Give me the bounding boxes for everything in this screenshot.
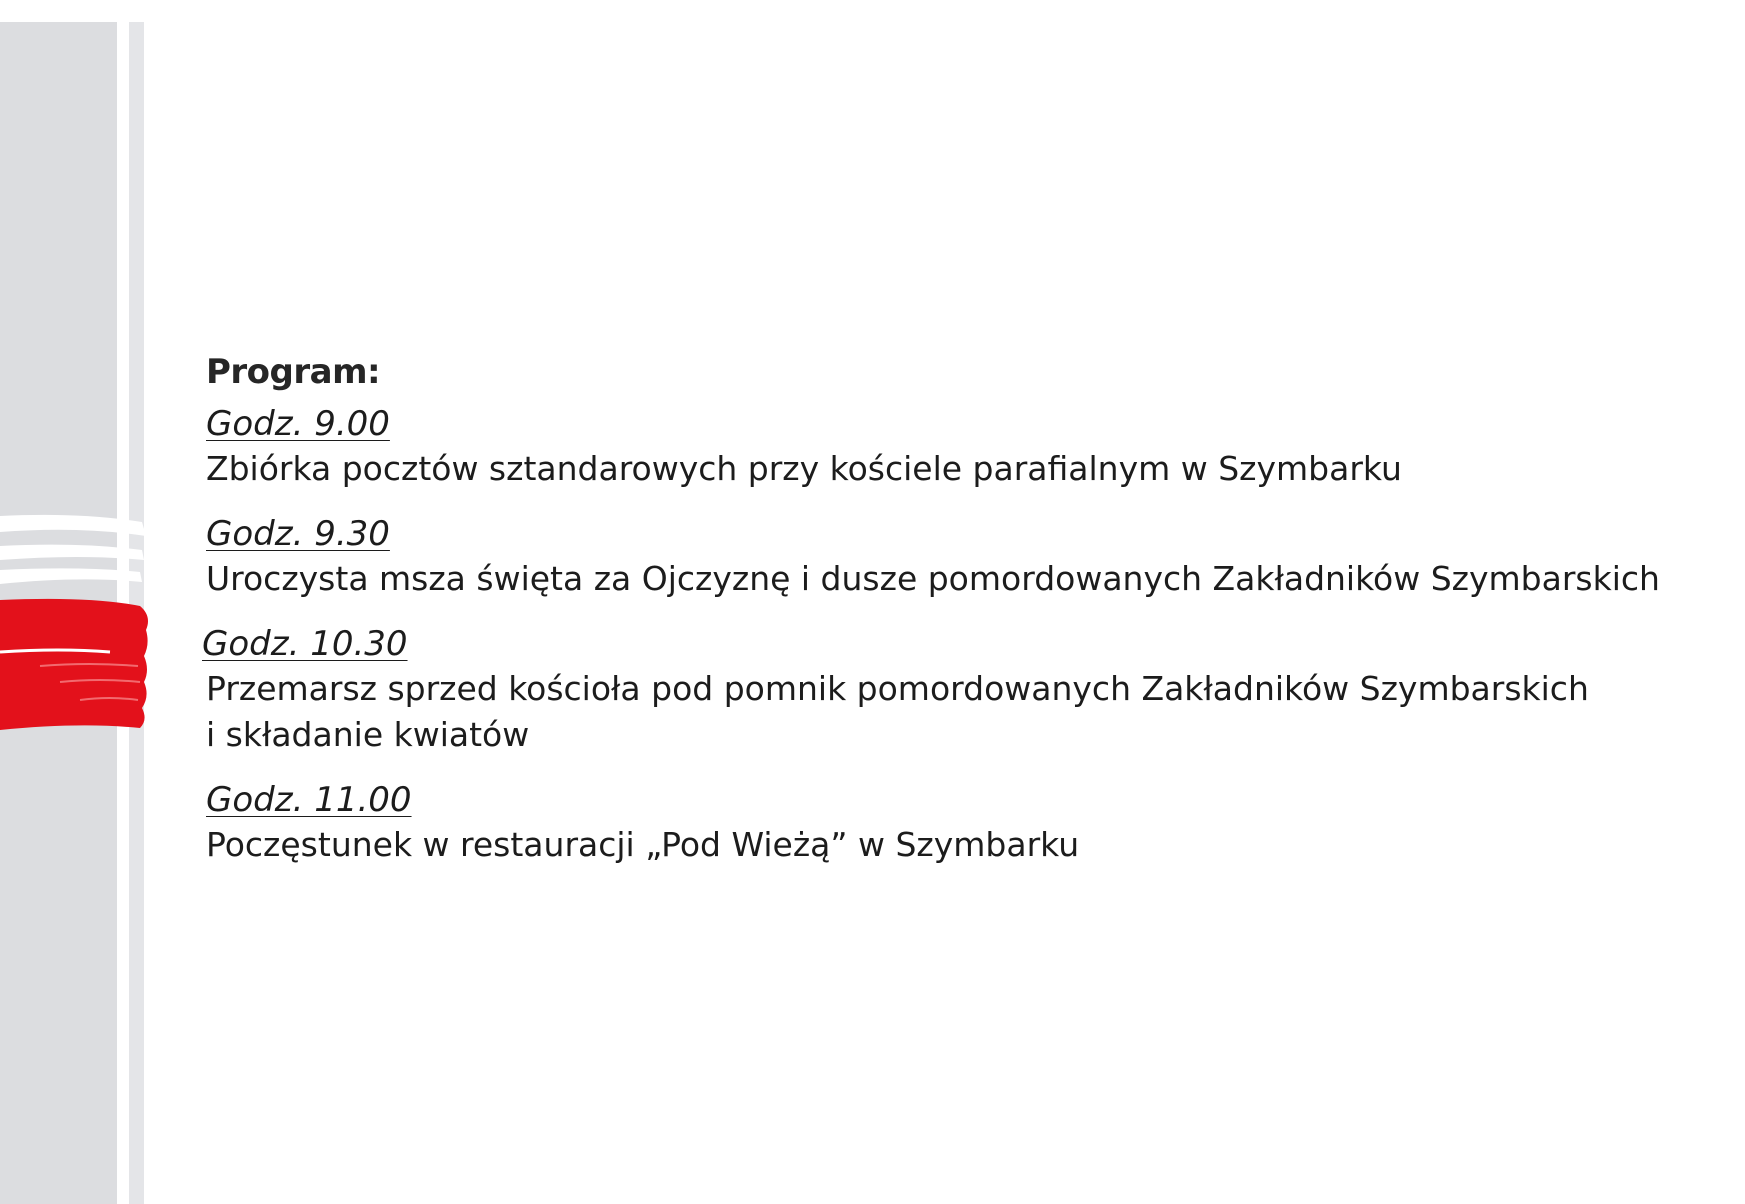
program-item-description: Poczęstunek w restauracji „Pod Wieżą” w Szymbarku (206, 825, 1080, 864)
program-item-description: Uroczysta msza święta za Ojczyznę i dusze pomordowanych Zakładników Szymbarskich (206, 559, 1660, 598)
program-item (202, 622, 1706, 758)
program-heading: Program: (206, 352, 381, 392)
red-ribbon-graphic (0, 596, 148, 731)
program-item-time: Godz. 10.30 (202, 624, 408, 664)
program-item-description: Przemarsz sprzed kościoła pod pomnik pomordowanych Zakładników Szymbarskich i składanie kwiatów (206, 669, 1589, 754)
program-item-time: Godz. 11.00 (206, 780, 412, 820)
program-item (206, 512, 1706, 602)
program-item-time: Godz. 9.30 (206, 514, 390, 554)
program-item (206, 778, 1706, 868)
program-section (202, 352, 1706, 888)
program-item-time: Godz. 9.00 (206, 404, 390, 444)
program-item (206, 402, 1706, 492)
program-item-description: Zbiórka pocztów sztandarowych przy kościele parafialnym w Szymbarku (206, 449, 1402, 488)
white-ribbon-graphic (0, 506, 146, 586)
